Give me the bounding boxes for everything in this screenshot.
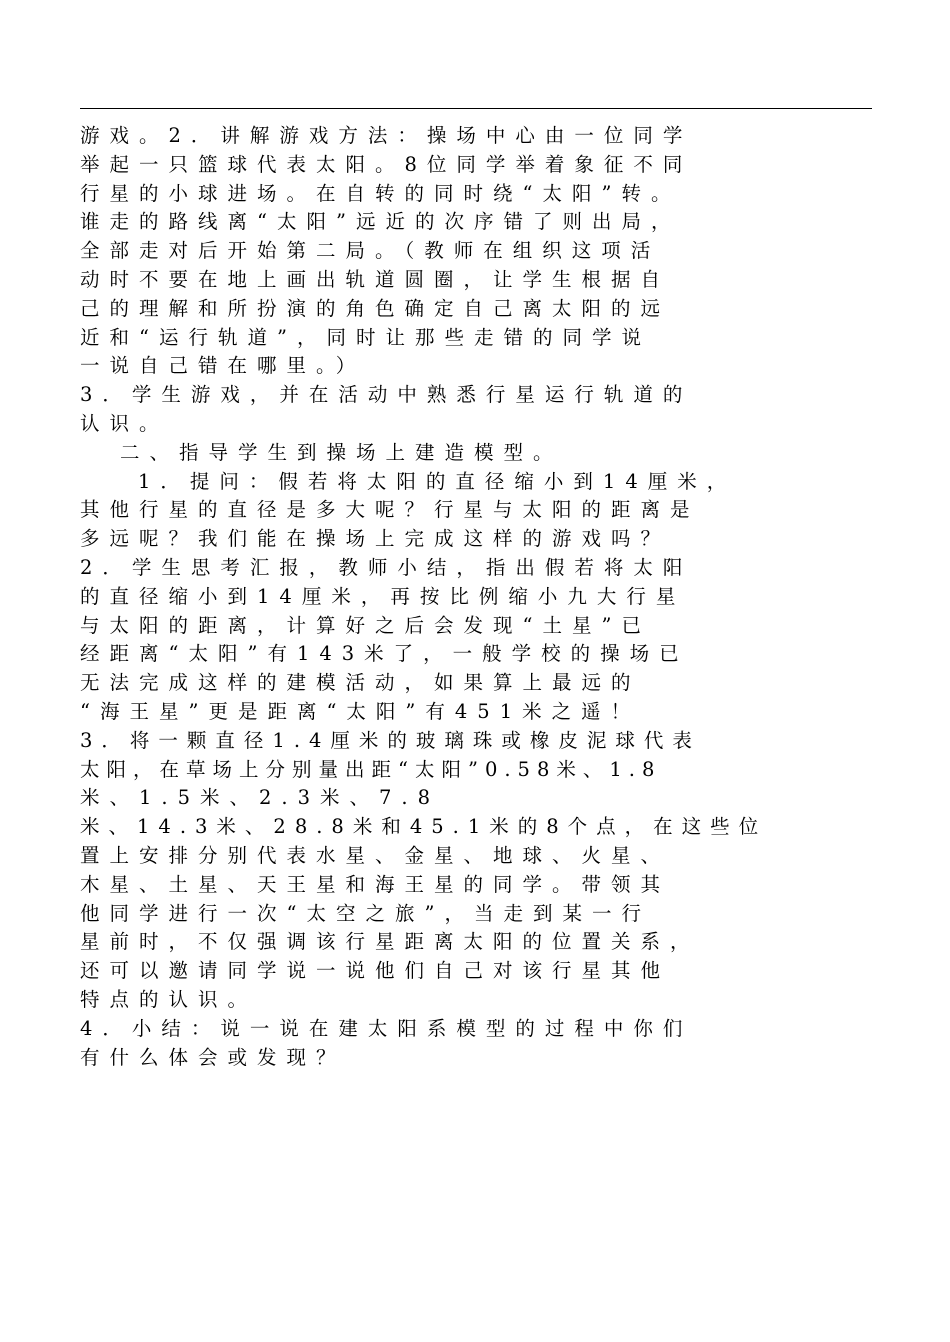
text-line: 己的理解和所扮演的角色确定自己离太阳的远 — [80, 296, 671, 320]
text-line: 木星、土星、天王星和海王星的同学。带领其 — [80, 872, 671, 896]
text-line: 谁走的路线离“太阳”远近的次序错了则出局， — [80, 210, 681, 234]
text-line: 动时不要在地上画出轨道圆圈，让学生根据自 — [80, 267, 671, 291]
text-line: 游戏。2．讲解游戏方法：操场中心由一位同学 — [80, 124, 693, 147]
text-line: 举起一只篮球代表太阳。8位同学举着象征不同 — [80, 152, 693, 176]
section-heading: 二、指导学生到操场上建造模型。 — [120, 440, 563, 464]
header-rule — [80, 108, 872, 109]
text-line: 一说自己错在哪里。） — [80, 354, 366, 378]
text-line: 无法完成这样的建模活动，如果算上最远的 — [80, 671, 641, 695]
text-line: 3．学生游戏，并在活动中熟悉行星运行轨道的 — [80, 383, 693, 407]
text-line: 多远呢？我们能在操场上完成这样的游戏吗？ — [80, 527, 671, 551]
body-text — [80, 122, 880, 1072]
text-line: 还可以邀请同学说一说他们自己对该行星其他 — [80, 959, 671, 983]
text-line: 星前时，不仅强调该行星距离太阳的位置关系， — [80, 930, 700, 954]
text-line: 他同学进行一次“太空之旅”，当走到某一行 — [80, 901, 651, 925]
text-line: 米、1.5米、2.3米、7.8 — [80, 786, 441, 810]
text-line: 2．学生思考汇报，教师小结，指出假若将太阳 — [80, 555, 693, 579]
text-line: 米、14.3米、28.8米和45.1米的8个点，在这些位 — [80, 815, 768, 839]
text-line: “海王星”更是距离“太阳”有451米之遥！ — [80, 699, 641, 723]
text-line: 其他行星的直径是多大呢？行星与太阳的距离是 — [80, 498, 700, 522]
text-line: 的直径缩小到14厘米，再按比例缩小九大行星 — [80, 584, 686, 608]
text-line: 4．小结：说一说在建太阳系模型的过程中你们 — [80, 1016, 693, 1040]
text-line: 认识。 — [80, 411, 169, 435]
text-line: 行星的小球进场。在自转的同时绕“太阳”转。 — [80, 181, 681, 205]
text-line: 太阳，在草场上分别量出距“太阳”0.58米、1.8 — [80, 757, 662, 781]
text-line: 近和“运行轨道”，同时让那些走错的同学说 — [80, 325, 651, 349]
text-line: 置上安排分别代表水星、金星、地球、火星、 — [80, 843, 671, 867]
text-line: 经距离“太阳”有143米了，一般学校的操场已 — [80, 642, 689, 666]
text-line: 1．提问：假若将太阳的直径缩小到14厘米， — [138, 469, 737, 493]
text-line: 特点的认识。 — [80, 987, 258, 1011]
text-line: 全部走对后开始第二局。（教师在组织这项活 — [80, 239, 661, 263]
text-line: 与太阳的距离，计算好之后会发现“土星”已 — [80, 613, 651, 637]
text-line: 3．将一颗直径1.4厘米的玻璃珠或橡皮泥球代表 — [80, 728, 701, 752]
text-line: 有什么体会或发现？ — [80, 1045, 346, 1069]
